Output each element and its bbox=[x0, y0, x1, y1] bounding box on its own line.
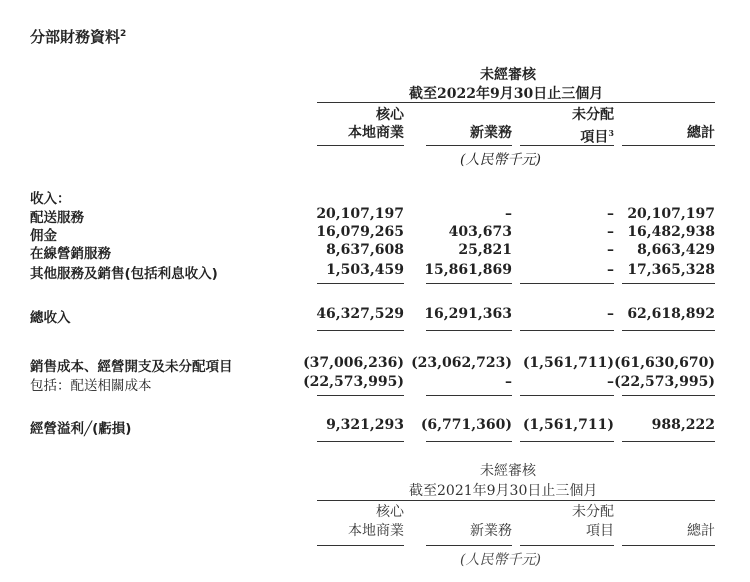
new-value: – bbox=[505, 206, 512, 222]
col-core-line2: 本地商業 bbox=[348, 125, 404, 141]
col-unallocated bbox=[572, 106, 614, 147]
subtotal-rule-core bbox=[317, 283, 404, 284]
table1-header-period: 截至2022年9月30日止三個月 bbox=[409, 86, 604, 102]
row-label: 總收入 bbox=[30, 310, 71, 326]
col2-unalloc-rule bbox=[520, 545, 614, 546]
table-row bbox=[30, 242, 715, 262]
unalloc-value: – bbox=[607, 306, 614, 322]
col-unalloc-line1: 未分配 bbox=[572, 107, 614, 123]
col2-new-rule bbox=[426, 545, 512, 546]
total-rule-total bbox=[622, 330, 715, 331]
row-label: 在線營銷服務 bbox=[30, 246, 111, 262]
row-label: 銷售成本、經營開支及未分配項目 bbox=[30, 359, 233, 375]
new-value: (23,062,723) bbox=[411, 355, 512, 371]
table1-unit: (人民幣千元) bbox=[460, 152, 541, 168]
unalloc-value: – bbox=[607, 374, 614, 390]
total-revenue-row bbox=[30, 306, 715, 326]
unalloc-value: – bbox=[607, 206, 614, 222]
col-total: 總計 bbox=[687, 125, 715, 141]
new-value: 16,291,363 bbox=[424, 306, 512, 322]
total-rule-core bbox=[317, 330, 404, 331]
table-row bbox=[30, 206, 715, 226]
col-core-line1: 核心 bbox=[376, 107, 404, 123]
op-rule-core bbox=[317, 395, 404, 396]
table2-header-unaudited: 未經審核 bbox=[480, 463, 536, 479]
col2-total-rule bbox=[622, 545, 715, 546]
new-value: 25,821 bbox=[458, 242, 512, 258]
col-core-local-business bbox=[348, 106, 404, 142]
subtotal-rule-total bbox=[622, 283, 715, 284]
total-value: (22,573,995) bbox=[614, 374, 715, 390]
table-row bbox=[30, 224, 715, 244]
unalloc-value: – bbox=[607, 224, 614, 240]
total-value: 62,618,892 bbox=[627, 306, 715, 322]
revenue-heading-row bbox=[30, 187, 710, 207]
col2-core-line2: 本地商業 bbox=[348, 523, 404, 539]
col2-core-local-business bbox=[348, 503, 404, 541]
total-value: 16,482,938 bbox=[627, 224, 715, 240]
table-row bbox=[30, 262, 715, 282]
unalloc-value: – bbox=[607, 262, 614, 278]
core-value: 9,321,293 bbox=[326, 417, 404, 433]
op-rule-unalloc bbox=[520, 395, 614, 396]
section-title: 分部財務資料$^2$ bbox=[30, 28, 127, 46]
core-value: (37,006,236) bbox=[303, 355, 404, 371]
col2-total: 總計 bbox=[687, 523, 715, 539]
col-unalloc-rule bbox=[520, 145, 614, 146]
costs-row bbox=[30, 355, 715, 375]
total-rule-unalloc bbox=[520, 330, 614, 331]
new-value: 15,861,869 bbox=[424, 262, 512, 278]
row-label: 經營溢利╱(虧損) bbox=[30, 421, 132, 437]
subtotal-rule-new bbox=[426, 283, 512, 284]
col-new-initiatives: 新業務 bbox=[470, 125, 512, 141]
core-value: 16,079,265 bbox=[316, 224, 404, 240]
final-rule-new bbox=[426, 441, 512, 442]
final-rule-total bbox=[622, 441, 715, 442]
table2-header-period: 截至2021年9月30日止三個月 bbox=[409, 483, 598, 499]
col2-unalloc-line1: 未分配 bbox=[572, 504, 614, 520]
col2-unallocated bbox=[572, 503, 614, 541]
unalloc-value: (1,561,711) bbox=[522, 417, 614, 433]
row-label: 包括：配送相關成本 bbox=[30, 378, 152, 394]
total-value: 17,365,328 bbox=[627, 262, 715, 278]
unalloc-value: – bbox=[607, 242, 614, 258]
col2-core-rule bbox=[317, 545, 404, 546]
operating-row bbox=[30, 417, 715, 437]
final-rule-unalloc bbox=[520, 441, 614, 442]
total-value: 988,222 bbox=[651, 417, 715, 433]
col-unalloc-line2: 項目 bbox=[580, 129, 609, 146]
core-value: (22,573,995) bbox=[303, 374, 404, 390]
core-value: 20,107,197 bbox=[316, 206, 404, 222]
row-label: 佣金 bbox=[30, 228, 57, 244]
total-rule-new bbox=[426, 330, 512, 331]
row-label: 配送服務 bbox=[30, 210, 84, 226]
total-value: 20,107,197 bbox=[627, 206, 715, 222]
delivery-costs-row bbox=[30, 374, 715, 394]
op-rule-new bbox=[426, 395, 512, 396]
new-value: (6,771,360) bbox=[420, 417, 512, 433]
new-value: – bbox=[505, 374, 512, 390]
subtotal-rule-unalloc bbox=[520, 283, 614, 284]
table2-unit: (人民幣千元) bbox=[460, 552, 541, 568]
col-core-rule bbox=[317, 145, 404, 146]
revenue-heading: 收入： bbox=[30, 191, 71, 207]
col2-core-line1: 核心 bbox=[376, 504, 404, 520]
col-total-rule bbox=[622, 145, 715, 146]
final-rule-core bbox=[317, 441, 404, 442]
core-value: 1,503,459 bbox=[326, 262, 404, 278]
col2-new-initiatives: 新業務 bbox=[470, 523, 512, 539]
total-value: (61,630,670) bbox=[614, 355, 715, 371]
core-value: 46,327,529 bbox=[316, 306, 404, 322]
col-new-rule bbox=[426, 145, 512, 146]
total-value: 8,663,429 bbox=[637, 242, 715, 258]
op-rule-total bbox=[622, 395, 715, 396]
unalloc-value: (1,561,711) bbox=[522, 355, 614, 371]
col-unalloc-sup: 3 bbox=[608, 128, 614, 138]
table2-header-rule bbox=[317, 500, 715, 501]
core-value: 8,637,608 bbox=[326, 242, 404, 258]
row-label: 其他服務及銷售(包括利息收入) bbox=[30, 266, 218, 282]
table1-header-unaudited: 未經審核 bbox=[480, 67, 536, 83]
new-value: 403,673 bbox=[448, 224, 512, 240]
table1-header-rule bbox=[317, 102, 715, 103]
col2-unalloc-line2: 項目 bbox=[586, 523, 614, 539]
